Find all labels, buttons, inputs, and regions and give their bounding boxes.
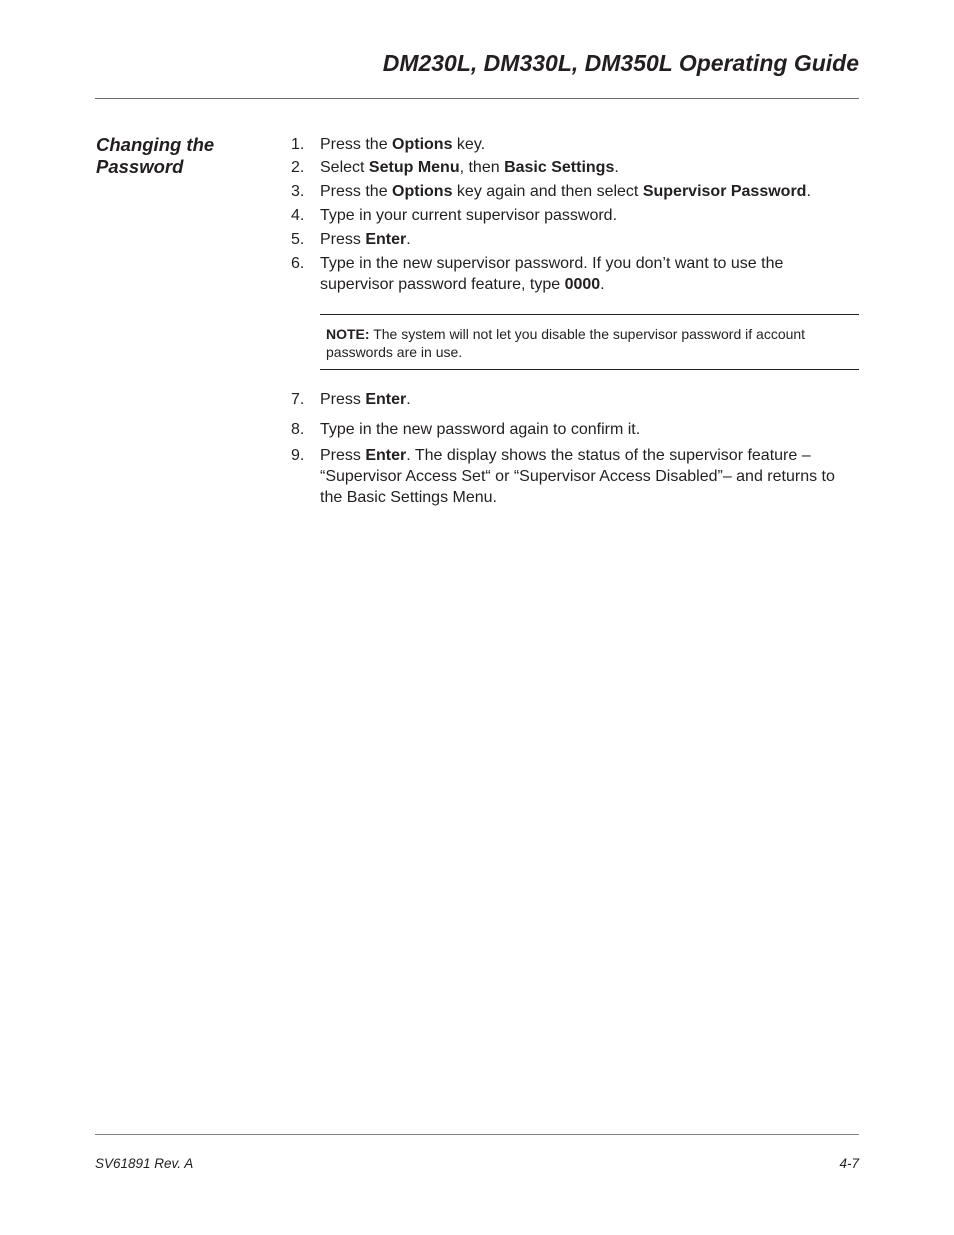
step-text: Press the Options key.: [320, 136, 486, 153]
step-number: 5.: [291, 231, 305, 248]
note-text: NOTE: The system will not let you disable the supervisor password if account passwords are in use.: [326, 326, 806, 360]
step-text: Press Enter.: [320, 231, 411, 248]
step-text: Press the Options key again and then select Supervisor Password.: [320, 183, 811, 200]
step-text: Press Enter.: [320, 391, 411, 408]
note-box: [320, 314, 859, 370]
step-number: 7.: [291, 391, 305, 408]
note-label: NOTE:: [326, 326, 370, 342]
step-text: Type in your current supervisor password.: [320, 207, 618, 224]
step-number: 1.: [291, 136, 305, 153]
step-number: 8.: [291, 421, 305, 438]
page-number: 4-7: [839, 1156, 859, 1171]
step-text: Type in the new supervisor password. If you don’t want to use the supervisor password feature, type 0000.: [320, 255, 784, 293]
step-number: 9.: [291, 447, 305, 464]
step-text: Type in the new password again to confirm it.: [320, 421, 641, 438]
step-number: 6.: [291, 255, 305, 272]
step-number: 3.: [291, 183, 305, 200]
step-number: 4.: [291, 207, 305, 224]
footer-divider: [95, 1134, 859, 1135]
section-heading: Changing the Password: [96, 134, 215, 177]
document-revision: SV61891 Rev. A: [95, 1156, 194, 1171]
step-text: Select Setup Menu, then Basic Settings.: [320, 159, 619, 176]
step-number: 2.: [291, 159, 305, 176]
step-text: Press Enter. The display shows the status of the supervisor feature – “Supervisor Access Set“ or “Supervisor Access Disabled”– and returns to the Basic Settings Menu.: [320, 447, 835, 506]
header-divider: [95, 98, 859, 99]
document-title: DM230L, DM330L, DM350L Operating Guide: [382, 50, 859, 76]
